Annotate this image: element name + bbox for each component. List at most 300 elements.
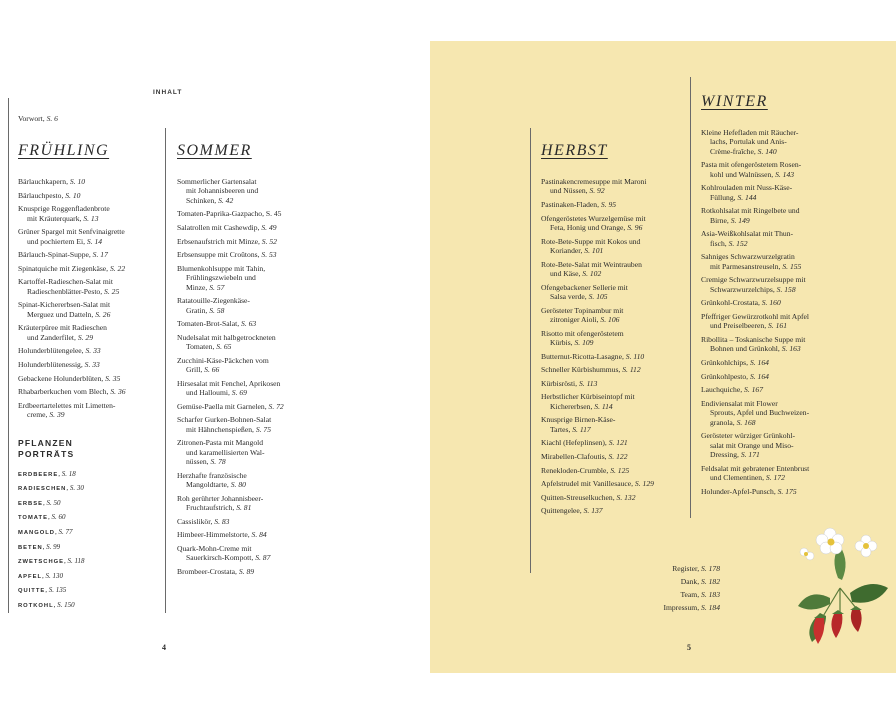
- entry-line: lachs, Portulak und Anis-: [710, 137, 787, 147]
- column-rule: [530, 128, 531, 573]
- entry-page: S. 112: [622, 365, 641, 375]
- portrait-entry[interactable]: ERBSE, S. 50: [18, 498, 61, 507]
- toc-entry[interactable]: [18, 250, 163, 259]
- entry-page: S. 33: [85, 346, 101, 356]
- entry-line: [541, 506, 691, 515]
- entry-line: [18, 191, 163, 200]
- toc-entry[interactable]: [18, 346, 163, 355]
- entry-text: fisch,: [710, 238, 727, 248]
- toc-entry[interactable]: [701, 206, 861, 225]
- toc-entry[interactable]: [541, 214, 691, 233]
- entry-page: S. 6: [46, 114, 58, 123]
- entry-line: Ribollita – Toskanische Suppe mit: [701, 335, 806, 344]
- toc-entry[interactable]: [541, 365, 691, 374]
- toc-entry[interactable]: [177, 264, 327, 292]
- entry-page: S. 172: [765, 473, 785, 482]
- toc-entry[interactable]: [177, 296, 327, 315]
- entry-page: S. 53: [261, 250, 277, 260]
- entry-line: Ofengebackener Sellerie mit: [541, 282, 628, 292]
- entry-page: S. 84: [251, 530, 267, 540]
- toc-entry[interactable]: [18, 360, 163, 369]
- portrait-name: QUITTE: [18, 588, 46, 595]
- entry-line: Grüner Spargel mit Senfvinaigrette: [18, 227, 125, 237]
- portrait-entry[interactable]: MANGOLD, S. 77: [18, 527, 73, 536]
- entry-text: Merguez und Datteln,: [27, 309, 94, 319]
- entry-line: Blumenkohlsuppe mit Tahin,: [177, 263, 266, 273]
- toc-entry[interactable]: [541, 177, 691, 196]
- entry-page: S. 49: [261, 223, 277, 232]
- entry-text: Quittengelee,: [541, 506, 582, 516]
- entry-line: [541, 223, 691, 232]
- entry-line: [177, 425, 327, 434]
- entry-line: [177, 480, 327, 489]
- entry-text: Tomaten-Brot-Salat,: [177, 319, 240, 329]
- entry-text: Butternut-Ricotta-Lasagne,: [541, 351, 624, 361]
- toc-entry[interactable]: [177, 438, 327, 466]
- entry-text: Grünkohlpesto,: [701, 371, 749, 381]
- entry-line: Ofengeröstetes Wurzelgemüse mit: [541, 213, 646, 223]
- entry-line: [701, 239, 861, 248]
- entry-text: creme,: [27, 410, 48, 420]
- entry-line: Kohlrouladen mit Nuss-Käse-: [701, 183, 793, 193]
- toc-entry[interactable]: [177, 471, 327, 490]
- entry-line: [701, 298, 861, 307]
- entry-text: Schinken,: [186, 195, 217, 205]
- entry-line: [701, 193, 861, 202]
- entry-page: S. 63: [241, 319, 257, 329]
- portrait-entry[interactable]: ZWETSCHGE, S. 118: [18, 557, 85, 566]
- entry-line: Gerösteter würziger Grünkohl-: [701, 431, 796, 441]
- entry-page: S. 106: [600, 315, 620, 324]
- toc-entry[interactable]: [541, 466, 691, 475]
- entry-page: S. 60: [51, 513, 66, 522]
- entry-text: Holunderblütenessig,: [18, 359, 83, 369]
- entry-text: Cassislikör,: [177, 516, 213, 526]
- toc-entry[interactable]: [541, 200, 691, 209]
- entry-page: S. 36: [110, 387, 126, 397]
- entry-line: Rote-Bete-Suppe mit Kokos und: [541, 236, 641, 246]
- toc-entry[interactable]: [177, 356, 327, 375]
- toc-entry[interactable]: [18, 277, 163, 296]
- toc-entry[interactable]: [701, 298, 861, 307]
- toc-entry[interactable]: [177, 209, 327, 218]
- entry-text: Gratin,: [186, 305, 208, 315]
- entry-line: [701, 344, 861, 353]
- entry-text: Bärlauchkapern,: [18, 177, 68, 186]
- entry-line: [18, 374, 163, 383]
- entry-line: [177, 553, 327, 562]
- entry-page: S. 17: [92, 250, 108, 260]
- entry-page: S. 14: [86, 236, 103, 246]
- toc-entry[interactable]: [18, 374, 163, 383]
- toc-entry[interactable]: [177, 530, 327, 539]
- entry-line: [701, 170, 861, 179]
- entry-page: S. 122: [608, 451, 628, 461]
- entry-page: S. 92: [589, 186, 605, 196]
- entry-line: Sommerlicher Gartensalat: [177, 177, 257, 186]
- toc-entry[interactable]: [18, 264, 163, 273]
- entry-text: Holunderblütengelee,: [18, 346, 84, 356]
- entry-line: [18, 177, 163, 186]
- column-rule: [8, 98, 9, 613]
- entry-page: S. 57: [209, 282, 225, 292]
- entry-line: [541, 315, 691, 324]
- section-title: SOMMER: [177, 142, 252, 159]
- entry-text: Minze,: [186, 282, 208, 292]
- entry-page: S. 167: [744, 385, 764, 395]
- toc-entry[interactable]: [18, 401, 163, 420]
- entry-page: S. 101: [584, 246, 604, 255]
- toc-entry[interactable]: [541, 452, 691, 461]
- entry-line: Risotto mit ofengeröstetem: [541, 328, 624, 338]
- toc-entry[interactable]: [541, 506, 691, 515]
- entry-text: Mangoldtarte,: [186, 480, 229, 490]
- entry-text: Gemüse-Paella mit Garnelen,: [177, 401, 267, 411]
- entry-line: Frühlingszwiebeln und: [186, 273, 256, 283]
- entry-line: [541, 269, 691, 278]
- entry-page: S. 171: [740, 450, 760, 459]
- toc-entry[interactable]: [541, 237, 691, 256]
- toc-entry[interactable]: [177, 544, 327, 563]
- entry-text: Dressing,: [710, 450, 739, 459]
- entry-page: S. 50: [46, 498, 61, 507]
- portrait-name: APFEL: [18, 573, 43, 580]
- portrait-entry[interactable]: ERDBEERE, S. 18: [18, 469, 76, 478]
- entry-page: S. 161: [768, 321, 787, 331]
- entry-line: [18, 287, 163, 296]
- entry-text: und Zanderfilet,: [27, 332, 76, 342]
- entry-page: S. 118: [67, 557, 85, 566]
- entry-line: Kräuterpüree mit Radieschen: [18, 323, 107, 333]
- entry-text: Kiachl (Hefeplinsen),: [541, 438, 607, 448]
- entry-text: Tartes,: [550, 424, 571, 434]
- entry-page: S. 129: [634, 479, 654, 489]
- toc-entry[interactable]: [18, 227, 163, 246]
- entry-page: S. 135: [48, 586, 67, 595]
- entry-page: S. 114: [594, 401, 613, 411]
- entry-text: mit Parmesanstreuseln,: [710, 261, 781, 271]
- entry-page: S. 65: [216, 342, 232, 352]
- entry-line: Asia-Weißkohlsalat mit Thun-: [701, 229, 794, 239]
- entry-line: [177, 388, 327, 397]
- entry-line: Scharfer Gurken-Bohnen-Salat: [177, 415, 272, 425]
- entry-text: und Nüssen,: [550, 186, 588, 196]
- toc-entry[interactable]: [177, 333, 327, 352]
- entry-page: S. 182: [701, 577, 720, 586]
- entry-line: [541, 200, 691, 209]
- toc-entry[interactable]: [701, 160, 861, 179]
- entry-text: Grill,: [186, 365, 203, 375]
- toc-entry[interactable]: [701, 183, 861, 202]
- entry-line: Hirsesalat mit Fenchel, Aprikosen: [177, 378, 281, 388]
- toc-entry[interactable]: [18, 387, 163, 396]
- portrait-entry[interactable]: APFEL, S. 130: [18, 571, 64, 580]
- entry-line: [18, 250, 163, 259]
- entry-line: Quark-Mohn-Creme mit: [177, 543, 252, 553]
- entry-page: S. 87: [255, 553, 271, 563]
- register-entry[interactable]: [640, 562, 720, 575]
- toc-entry[interactable]: [701, 358, 861, 367]
- entry-text: mit Kräuterquark,: [27, 213, 82, 223]
- entry-page: S. 164: [749, 358, 769, 367]
- entry-text: Grünkohl-Crostata,: [701, 298, 760, 308]
- entry-text: Rhabarberkuchen vom Blech,: [18, 387, 109, 397]
- entry-text: granola,: [710, 417, 735, 427]
- toc-entry[interactable]: [701, 487, 861, 496]
- entry-page: S. 83: [214, 516, 230, 526]
- entry-text: Feta, Honig und Orange,: [550, 223, 626, 232]
- entry-page: S. 155: [782, 261, 802, 271]
- toc-entry[interactable]: [541, 329, 691, 348]
- register-entry[interactable]: [640, 588, 720, 601]
- toc-entry[interactable]: [701, 312, 861, 331]
- toc-entry[interactable]: [18, 323, 163, 342]
- entry-line: [177, 223, 327, 232]
- entry-page: S. 78: [210, 457, 226, 467]
- entry-text: Bärlauchpesto,: [18, 190, 64, 200]
- toc-entry[interactable]: [541, 260, 691, 279]
- entry-line: [541, 425, 691, 434]
- toc-entry[interactable]: [541, 493, 691, 502]
- entry-line: Erdbeertartelettes mit Limetten-: [18, 400, 116, 410]
- portrait-entry[interactable]: BETEN, S. 99: [18, 542, 61, 551]
- entry-line: [701, 321, 861, 330]
- entry-line: [18, 310, 163, 319]
- toc-entry[interactable]: [18, 177, 163, 186]
- vorwort-entry[interactable]: [18, 114, 58, 123]
- entry-line: [701, 262, 861, 271]
- entry-page: S. 152: [728, 238, 748, 248]
- entry-text: Erbsenaufstrich mit Minze,: [177, 236, 260, 246]
- toc-entry[interactable]: [177, 250, 327, 259]
- entry-line: Cremige Schwarzwurzelsuppe mit: [701, 275, 806, 285]
- entry-line: und karamellisierten Wal-: [186, 447, 265, 457]
- toc-entry[interactable]: [701, 335, 861, 354]
- entry-line: Herzhafte französische: [177, 470, 247, 480]
- page-number-right: 5: [687, 643, 691, 652]
- entry-line: [541, 379, 691, 388]
- entry-page: S. 69: [231, 388, 247, 398]
- entry-page: S. 178: [701, 564, 720, 573]
- portrait-entry[interactable]: RADIESCHEN, S. 30: [18, 484, 84, 493]
- entry-line: [701, 285, 861, 294]
- portrait-name: BETEN: [18, 544, 43, 551]
- entry-page: S. 35: [105, 373, 121, 383]
- toc-entry[interactable]: [18, 191, 163, 200]
- entry-line: [701, 450, 861, 459]
- page-header: INHALT: [153, 89, 183, 96]
- portrait-name: RADIESCHEN: [18, 486, 67, 493]
- entry-text: Renekloden-Crumble,: [541, 465, 609, 475]
- entry-text: Tomaten,: [186, 342, 215, 352]
- entry-text: Gebackene Holunderblüten,: [18, 373, 104, 383]
- toc-entry[interactable]: [701, 372, 861, 381]
- entry-page: S. 22: [109, 263, 126, 273]
- toc-entry[interactable]: [177, 319, 327, 328]
- entry-text: Schwarzwurzelchips,: [710, 284, 775, 294]
- entry-page: S. 29: [77, 332, 94, 342]
- portraets-title-line: PORTRÄTS: [18, 448, 75, 459]
- entry-text: Bohnen und Grünkohl,: [710, 344, 780, 354]
- entry-page: S. 13: [83, 213, 99, 223]
- entry-line: Endiviensalat mit Flower: [701, 398, 778, 408]
- entry-page: S. 10: [65, 190, 81, 200]
- entry-page: S. 89: [238, 566, 255, 576]
- section-title: FRÜHLING: [18, 142, 110, 159]
- entry-page: S. 52: [261, 236, 277, 246]
- entry-text: Birne,: [710, 215, 729, 225]
- toc-entry[interactable]: [701, 128, 861, 156]
- entry-line: Kartoffel-Radieschen-Salat mit: [18, 277, 113, 287]
- toc-entry[interactable]: [177, 402, 327, 411]
- entry-line: Pfeffriger Gewürzrotkohl mit Apfel: [701, 312, 810, 321]
- toc-entry[interactable]: [541, 438, 691, 447]
- entry-text: und pochiertem Ei,: [27, 236, 85, 246]
- entry-text: Salsa verde,: [550, 292, 587, 301]
- strawberry-illustration: [790, 518, 894, 658]
- entry-line: [177, 567, 327, 576]
- entry-line: Zucchini-Käse-Päckchen vom: [177, 355, 269, 365]
- toc-entry[interactable]: [541, 479, 691, 488]
- entry-line: [18, 410, 163, 419]
- section-sommer: [177, 142, 327, 581]
- toc-entry[interactable]: [177, 177, 327, 205]
- toc-entry[interactable]: [177, 517, 327, 526]
- toc-entry[interactable]: [701, 385, 861, 394]
- entry-text: Dank,: [680, 577, 700, 586]
- entry-text: und Käse,: [550, 269, 581, 278]
- entry-line: Rote-Bete-Salat mit Weintrauben: [541, 259, 642, 269]
- entry-line: Kleine Hefefladen mit Räucher-: [701, 128, 799, 137]
- entry-text: Koriander,: [550, 246, 583, 255]
- toc-entry[interactable]: [541, 283, 691, 302]
- toc-entry[interactable]: [541, 379, 691, 388]
- toc-entry[interactable]: [701, 399, 861, 427]
- toc-entry[interactable]: [701, 252, 861, 271]
- toc-entry[interactable]: [177, 237, 327, 246]
- entry-page: S. 30: [69, 484, 84, 493]
- section-herbst: [541, 142, 691, 520]
- entry-page: S. 130: [45, 571, 64, 580]
- entry-page: S. 168: [736, 417, 756, 427]
- toc-entry[interactable]: [701, 275, 861, 294]
- entry-line: [541, 452, 691, 461]
- entry-page: S. 125: [610, 465, 630, 475]
- portrait-entry[interactable]: TOMATE, S. 60: [18, 513, 66, 522]
- entry-page: S. 113: [578, 378, 598, 388]
- toc-entry[interactable]: [701, 464, 861, 483]
- entry-page: S. 33: [84, 359, 100, 369]
- entry-line: Roh gerührter Johannisbeer-: [177, 493, 264, 503]
- entry-line: [541, 402, 691, 411]
- entry-page: S. 99: [46, 542, 61, 551]
- entry-line: [177, 237, 327, 246]
- entry-line: [701, 372, 861, 381]
- entry-page: S. 96: [627, 223, 643, 232]
- entry-page: S. 144: [737, 192, 757, 202]
- portrait-name: ERBSE: [18, 500, 43, 507]
- leaf-icon: [798, 546, 888, 642]
- toc-entry[interactable]: [541, 415, 691, 434]
- entry-line: [18, 237, 163, 246]
- entry-line: [541, 338, 691, 347]
- toc-entry[interactable]: [18, 300, 163, 319]
- entry-line: [701, 473, 861, 482]
- entry-text: und Preiselbeeren,: [710, 321, 767, 331]
- toc-entry[interactable]: [541, 352, 691, 361]
- portrait-name: MANGOLD: [18, 529, 55, 536]
- toc-entry[interactable]: [177, 415, 327, 434]
- column-rule: [165, 128, 166, 613]
- portrait-name: ZWETSCHGE: [18, 559, 65, 566]
- entry-line: [541, 466, 691, 475]
- entry-text: Bärlauch-Spinat-Suppe,: [18, 250, 91, 260]
- register-entry[interactable]: [640, 601, 720, 614]
- entry-page: S. 66: [204, 365, 220, 375]
- toc-entry[interactable]: [701, 431, 861, 459]
- entry-line: Sahniges Schwarzwurzelgratin: [701, 252, 795, 262]
- toc-entry[interactable]: [177, 567, 327, 576]
- entry-line: [541, 352, 691, 361]
- entry-line: [701, 487, 861, 496]
- entry-line: [177, 196, 327, 205]
- portrait-entry[interactable]: QUITTE, S. 135: [18, 586, 67, 595]
- entry-line: [701, 418, 861, 427]
- entry-text: Kürbisrösti,: [541, 378, 578, 388]
- entry-line: Nudelsalat mit halbgetrockneten: [177, 332, 276, 342]
- toc-entry[interactable]: [541, 306, 691, 325]
- entry-line: [541, 365, 691, 374]
- toc-entry[interactable]: [18, 204, 163, 223]
- register-entry[interactable]: [640, 575, 720, 588]
- entry-line: [541, 479, 691, 488]
- entry-text: Apfelstrudel mit Vanillesauce,: [541, 479, 634, 489]
- entry-text: Salatrollen mit Cashewdip,: [177, 223, 260, 232]
- entry-line: Zitronen-Pasta mit Mangold: [177, 438, 264, 448]
- entry-text: Pastinaken-Fladen,: [541, 200, 599, 209]
- toc-entry[interactable]: [701, 229, 861, 248]
- entry-text: Register,: [672, 564, 700, 573]
- entry-line: Pasta mit ofengeröstetem Rosen-: [701, 160, 802, 170]
- entry-line: Feldsalat mit gebratener Entenbrust: [701, 463, 810, 473]
- entry-text: Radieschenblätter-Pesto,: [27, 286, 103, 296]
- toc-entry[interactable]: [177, 494, 327, 513]
- portrait-entry[interactable]: ROTKOHL, S. 150: [18, 600, 75, 609]
- entry-text: Mirabellen-Clafoutis,: [541, 451, 607, 461]
- entry-line: [541, 246, 691, 255]
- entry-page: S. 117: [572, 424, 591, 434]
- toc-entry[interactable]: [177, 379, 327, 398]
- toc-entry[interactable]: [541, 392, 691, 411]
- entry-text: Grünkohlchips,: [701, 358, 749, 367]
- entry-page: S. 58: [209, 305, 225, 315]
- entry-line: [541, 292, 691, 301]
- entry-text: nüssen,: [186, 457, 209, 467]
- entry-line: [177, 457, 327, 466]
- entry-page: S. 163: [781, 344, 801, 354]
- entry-page: S. 132: [616, 492, 636, 502]
- entry-text: Fruchtaufstrich,: [186, 503, 235, 513]
- entry-text: Quitten-Streuselkuchen,: [541, 492, 615, 502]
- entry-line: Gerösteter Topinambur mit: [541, 305, 624, 315]
- section-fruehling: [18, 142, 163, 616]
- entry-line: [177, 517, 327, 526]
- entry-line: [18, 360, 163, 369]
- entry-text: Füllung,: [710, 192, 736, 202]
- entry-line: Ratatouille-Ziegenkäse-: [177, 296, 250, 306]
- register-list: [640, 562, 720, 614]
- toc-entry[interactable]: [177, 223, 327, 232]
